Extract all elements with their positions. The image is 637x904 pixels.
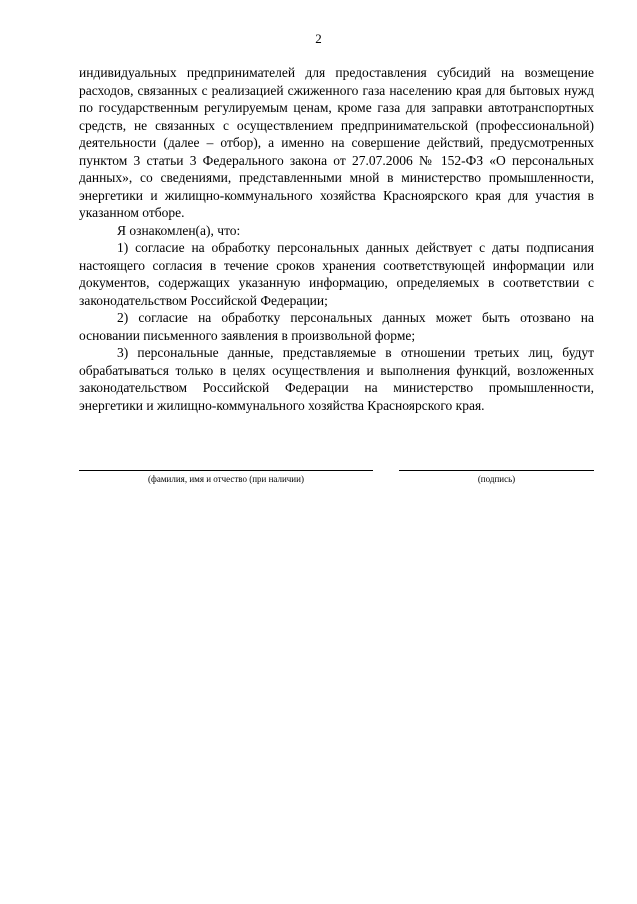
paragraph-item-1: 1) согласие на обработку персональных данных действует с даты подписания настоящего согласия в течение сроков хранения соответствующей информации или документов, содержащих указанную информацию, определяемых в соответствии с законодательством Российской Федерации;: [79, 240, 594, 308]
full-name-line: [79, 470, 373, 471]
paragraph-item-3: 3) персональные данные, представляемые в отношении третьих лиц, будут обрабатываться только в целях осуществления и выполнения функций, возложенных законодательством Российской Федерации на министерство промышленности, энергетики и жилищно-коммунального хозяйства Красноярского края.: [79, 345, 594, 413]
full-name-caption: (фамилия, имя и отчество (при наличии): [148, 474, 304, 484]
document-body: [79, 64, 594, 414]
signature-line: [399, 470, 594, 471]
signature-block: [79, 470, 594, 500]
paragraph-acknowledgement: Я ознакомлен(а), что:: [117, 222, 241, 238]
paragraph-item-2: 2) согласие на обработку персональных данных может быть отозвано на основании письменного заявления в произвольной форме;: [79, 310, 594, 343]
page-number: 2: [315, 31, 322, 46]
signature-caption: (подпись): [477, 474, 516, 484]
paragraph-intro-continuation: индивидуальных предпринимателей для предоставления субсидий на возмещение расходов, связанных с реализацией сжиженного газа населению края для бытовых нужд по государственным регулируемым ценам, кроме газа для заправки автотранспортных средств, не связанных с осуществлением предпринимательской (профессиональной) деятельности (далее – отбор), а именно на совершение действий, предусмотренных пунктом 3 статьи 3 Федерального закона от 27.07.2006 № 152-ФЗ «О персональных данных», со сведениями, представленными мной в министерство промышленности, энергетики и жилищно-коммунального хозяйства Красноярского края для участия в указанном отборе.: [79, 65, 594, 220]
